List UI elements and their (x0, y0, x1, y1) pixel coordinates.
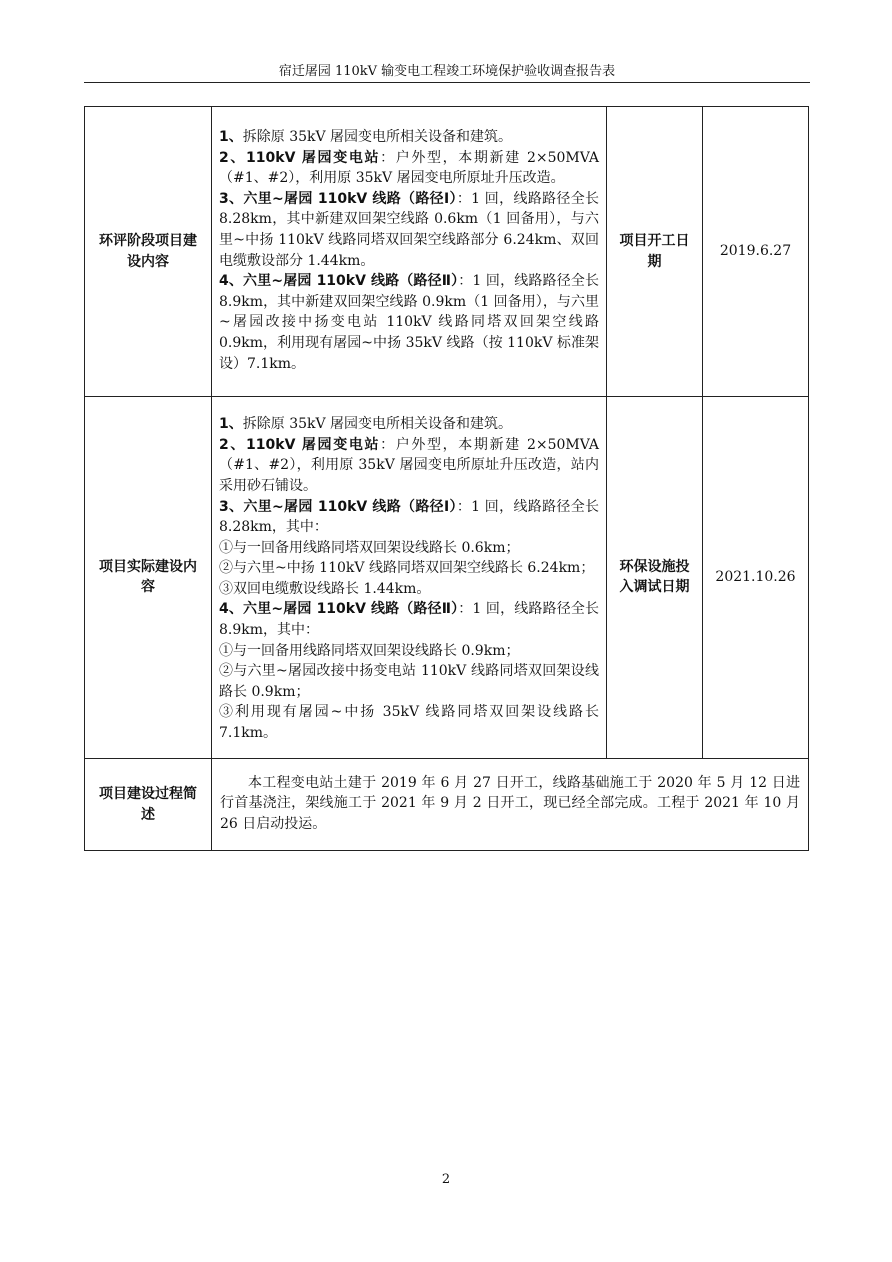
report-table (84, 106, 809, 851)
eia-item-2: 2、110kV 屠园变电站：户外型，本期新建 2×50MVA（#1、#2），利用原 35kV 屠园变电所原址升压改造。 (219, 149, 599, 187)
actual-item-2: 2、110kV 屠园变电站：户外型，本期新建 2×50MVA（#1、#2），利用原 35kV 屠园变电所原址升压改造，站内采用砂石铺设。 (219, 436, 599, 494)
eia-item-3: 3、六里~屠园 110kV 线路（路径Ⅰ）：1 回，线路路径全长 8.28km，其中新建双回架空线路 0.6km（1 回备用），与六里~中扬 110kV 线路同塔双回架空线路部分 6.24km、双回电缆敷设部分 1.44km。 (219, 190, 600, 269)
actual-row (85, 397, 809, 759)
actual-item-3: 3、六里~屠园 110kV 线路（路径Ⅰ）：1 回，线路路径全长 8.28km，其中： (219, 498, 600, 536)
commissioning-date-value: 2021.10.26 (703, 397, 809, 759)
eia-content (212, 107, 607, 397)
actual-content (212, 397, 607, 759)
actual-sub1-a: ①与一回备用线路同塔双回架设线路长 0.6km； (219, 539, 520, 556)
actual-item-1: 1、拆除原 35kV 屠园变电所相关设备和建筑。 (219, 416, 513, 433)
eia-item-1: 1、拆除原 35kV 屠园变电所相关设备和建筑。 (219, 129, 513, 145)
eia-row (85, 107, 809, 397)
process-text: 本工程变电站土建于 2019 年 6 月 27 日开工，线路基础施工于 2020 年 5 月 12 日进行首基浇注，架线施工于 2021 年 9 月 2 日开工，现已经全部完成。工程于 2021 年 10 月 26 日启动投运。 (220, 774, 800, 832)
actual-sub2-c: ③利用现有屠园~中扬 35kV 线路同塔双回架设线路长 7.1km。 (219, 704, 599, 742)
actual-sub2-a: ①与一回备用线路同塔双回架设线路长 0.9km； (219, 642, 520, 659)
page-number: 2 (441, 1172, 451, 1187)
actual-sub1-b: ②与六里~中扬 110kV 线路同塔双回架空线路长 6.24km； (219, 560, 595, 577)
actual-sub2-b: ②与六里~屠园改接中扬变电站 110kV 线路同塔双回架设线路长 0.9km； (219, 663, 599, 700)
start-date-label: 项目开工日期 (607, 107, 703, 397)
commissioning-date-label: 环保设施投入调试日期 (607, 397, 703, 759)
actual-sub1-c: ③双回电缆敷设线路长 1.44km。 (219, 580, 431, 597)
eia-item-4: 4、六里~屠园 110kV 线路（路径Ⅱ）：1 回，线路路径全长 8.9km，其中新建双回架空线路 0.9km（1 回备用），与六里~屠园改接中扬变电站 110kV 线路同塔双回架空线路 0.9km，利用现有屠园~中扬 35kV 线路（按 110kV 标准架设）7.1km。 (219, 273, 599, 372)
process-content (212, 758, 809, 851)
actual-label: 项目实际建设内容 (85, 397, 212, 759)
actual-item-4: 4、六里~屠园 110kV 线路（路径Ⅱ）：1 回，线路路径全长 8.9km，其中： (219, 601, 599, 639)
eia-label: 环评阶段项目建设内容 (85, 107, 212, 397)
process-label: 项目建设过程简述 (85, 758, 212, 851)
page-header: 宿迁屠园 110kV 输变电工程竣工环境保护验收调查报告表 (84, 62, 810, 83)
process-row (85, 758, 809, 851)
start-date-value: 2019.6.27 (703, 107, 809, 397)
